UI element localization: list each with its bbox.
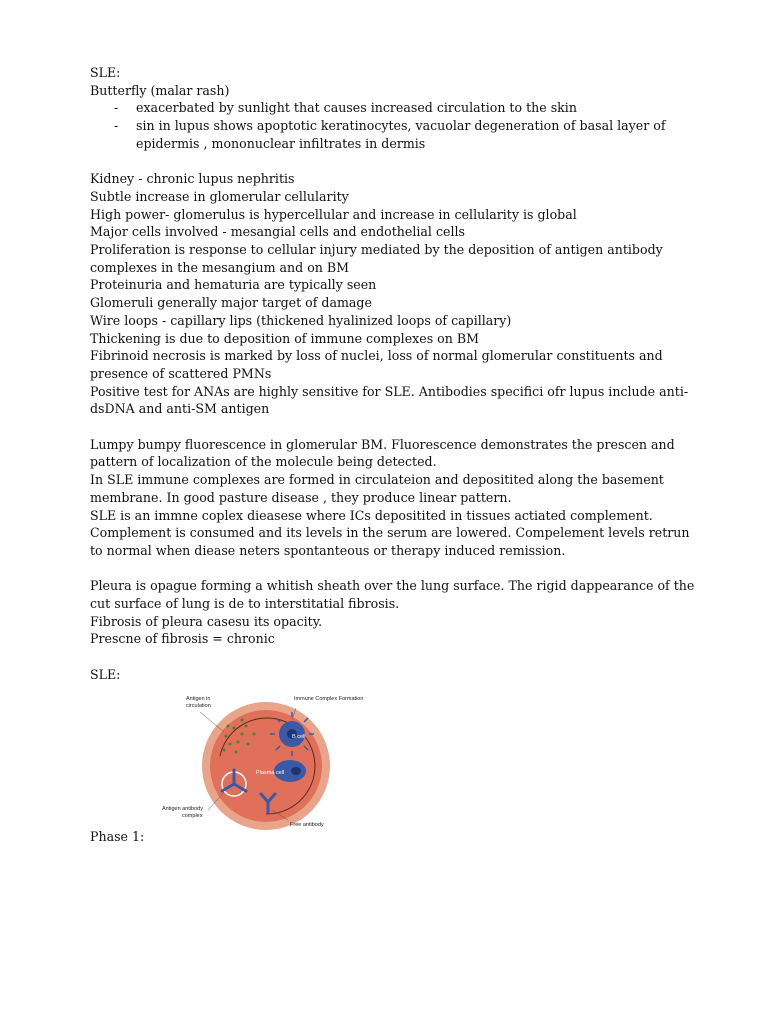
fluorescence-line: membrane. In good pasture disease , they produce linear pattern. [90, 489, 512, 505]
bullet-continuation [90, 135, 700, 153]
bullet-text: epidermis , mononuclear infiltrates in dermis [136, 135, 426, 151]
sle-heading: SLE: [90, 65, 121, 80]
bullet-dash: - [114, 100, 119, 116]
fluorescence-line: In SLE immune complexes are formed in circulateion and depositited along the basement [90, 472, 664, 488]
kidney-line: Proliferation is response to cellular injury mediated by the deposition of antigen antibody [90, 242, 663, 258]
kidney-line: Fibrinoid necrosis is marked by loss of nuclei, loss of normal glomerular constituents and [90, 348, 663, 364]
kidney-line: Major cells involved - mesangial cells and endothelial cells [90, 224, 465, 240]
fluorescence-line: pattern of localization of the molecule being detected. [90, 454, 437, 470]
notes-body [90, 64, 700, 684]
bullet-text: exacerbated by sunlight that causes increased circulation to the skin [136, 100, 577, 116]
label-antigen-line2: circulation [186, 703, 211, 709]
pleura-line: Fibrosis of pleura casesu its opacity. [90, 613, 323, 629]
pleura-line: cut surface of lung is de to interstitatial fibrosis. [90, 596, 400, 612]
fluorescence-line: to normal when diease neters spontanteous or therapy induced remission. [90, 542, 566, 558]
label-ag-ab-line2: complex [182, 813, 203, 819]
sle-heading-2: SLE: [90, 666, 121, 682]
malar-rash-heading: Butterfly (malar rash) [90, 82, 230, 98]
kidney-line: Kidney - chronic lupus nephritis [90, 171, 295, 187]
kidney-line: High power- glomerulus is hypercellular and increase in cellularity is global [90, 206, 577, 222]
label-plasma-cell: Plasma cell [256, 770, 285, 776]
kidney-line: Glomeruli generally major target of damage [90, 295, 372, 311]
pleura-line: Prescne of fibrosis = chronic [90, 631, 275, 647]
bullet-item [90, 99, 700, 117]
kidney-line: Subtle increase in glomerular cellularity [90, 188, 349, 204]
immune-complex-diagram [158, 686, 370, 832]
label-b-cell: B cell [292, 734, 306, 740]
label-antigen-line1: Antigen in [186, 696, 211, 702]
kidney-line: dsDNA and anti-SM antigen [90, 401, 270, 417]
kidney-line: presence of scattered PMNs [90, 365, 272, 381]
fluorescence-line: Lumpy bumpy fluorescence in glomerular BM. Fluorescence demonstrates the prescen and [90, 436, 675, 452]
label-ag-ab-line1: Antigen antibody [162, 806, 203, 812]
bullet-item [90, 117, 700, 135]
label-free-antibody: Free antibody [290, 822, 324, 828]
kidney-line: Proteinuria and hematuria are typically seen [90, 277, 377, 293]
phase-label: Phase 1: [90, 829, 145, 844]
fluorescence-line: SLE is an immne coplex dieasese where ICs depositited in tissues actiated complement. [90, 507, 653, 523]
kidney-line: Positive test for ANAs are highly sensitive for SLE. Antibodies specifici ofr lupus include anti- [90, 383, 689, 399]
pleura-line: Pleura is opague forming a whitish sheath over the lung surface. The rigid dappearance of the [90, 578, 695, 594]
label-immune-complex: Immune Complex Formation [294, 696, 364, 702]
bullet-dash: - [114, 118, 119, 134]
kidney-line: complexes in the mesangium and on BM [90, 259, 350, 275]
bullet-text: sin in lupus shows apoptotic keratinocytes, vacuolar degeneration of basal layer of [136, 118, 666, 134]
kidney-line: Wire loops - capillary lips (thickened hyalinized loops of capillary) [90, 312, 512, 328]
fluorescence-line: Complement is consumed and its levels in the serum are lowered. Compelement levels retrun [90, 525, 690, 541]
kidney-line: Thickening is due to deposition of immune complexes on BM [90, 330, 480, 346]
